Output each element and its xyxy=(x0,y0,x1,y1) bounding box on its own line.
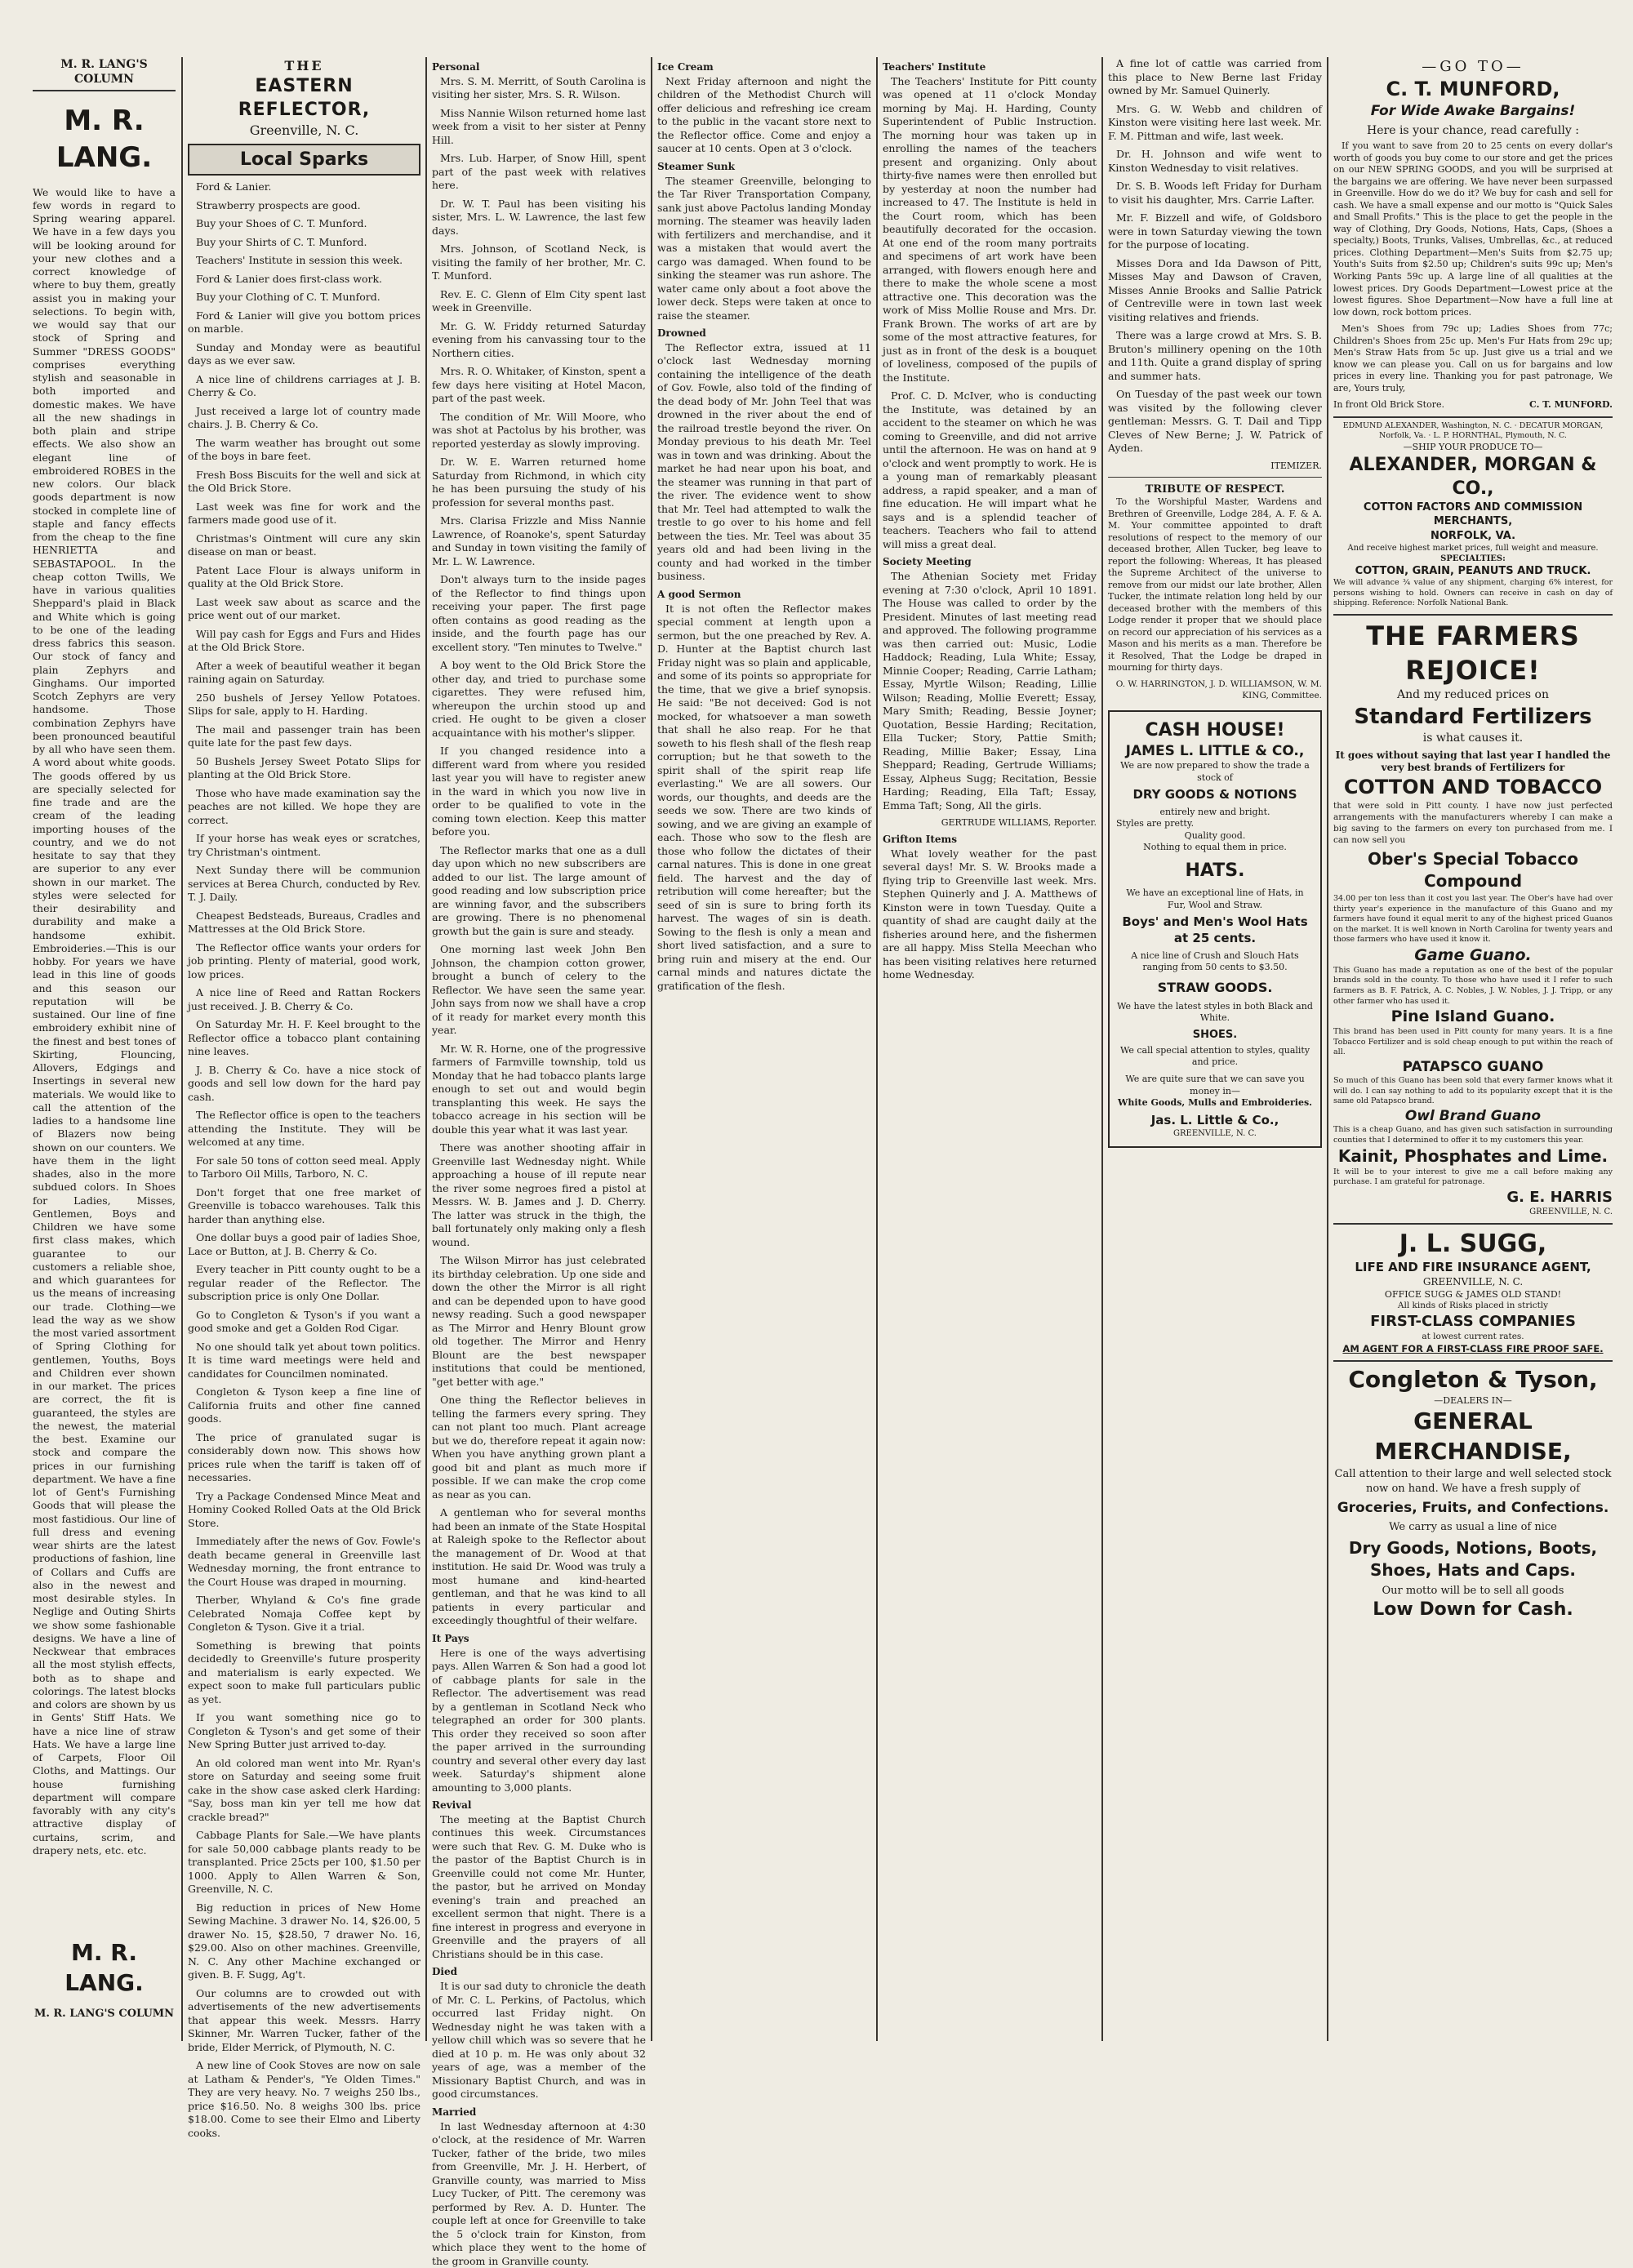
harris-call: It will be to your interest to give me a call before making any purchase. I am grateful for patronage. xyxy=(1333,1167,1613,1187)
congleton-tyson-ad xyxy=(1333,1362,1613,1625)
local-spark-item: A new line of Cook Stoves are now on sale at Latham & Pender's, "Ye Olden Times." They are very heavy. No. 7 weighs 250 lbs., price $16.50. No. 8 weighs 300 lbs. price $18.00. Come to see their Elmo and Liberty cooks. xyxy=(188,2059,420,2139)
tribute-text: To the Worshipful Master, Wardens and Brethren of Greenville, Lodge 284, A. F. & A. M. Your committee appointed to draft resolutions of respect to the memory of our deceased brother, Allen Tucker, beg leave to report the following: Whereas, It has pleased the Supreme Architect of the universe to remove from our midst our late brother, Allen Tucker, the intimate relation long held by our deceased brother with the members of this Lodge render it proper that we should place on record our appreciation of his services as a Mason and his merits as a man. Therefore be it Resolved, That the Lodge be draped in mourning for thirty days. xyxy=(1108,496,1322,674)
local-spark-item: Our columns are to crowded out with advertisements of the new advertisements that appear this week. Messrs. Harry Skinner, Mr. Warren Tucker, father of the bride, Elder Merrick, of Plymouth, N. C. xyxy=(188,1986,420,2053)
local-spark-item: Ford & Lanier will give you bottom prices on marble. xyxy=(188,309,420,336)
institute-heading: Teachers' Institute xyxy=(883,61,986,73)
personal-item: Dr. W. T. Paul has been visiting his sister, Mrs. L. W. Lawrence, the last few days. xyxy=(432,197,646,237)
local-spark-item: Sunday and Monday were as beautiful days as we ever saw. xyxy=(188,340,420,367)
column-rule xyxy=(1101,57,1103,2041)
personal-paragraph: Mr. W. R. Horne, one of the progressive farmers of Farmville township, told us Monday that he had tobacco plants large enough to set out and would begin transplanting this week. He says the tobacco acreage in his section will be double this year what it was last year. xyxy=(432,1042,646,1136)
personal-item: Mrs. S. M. Merritt, of South Carolina is visiting her sister, Mrs. S. R. Wilson. xyxy=(432,74,646,101)
masthead xyxy=(188,57,420,139)
column-rule xyxy=(651,57,652,2041)
local-spark-item: Ford & Lanier does first-class work. xyxy=(196,272,383,285)
tribute-heading: TRIBUTE OF RESPECT. xyxy=(1145,483,1285,496)
local-news-item: Mrs. G. W. Webb and children of Kinston were visiting here last week. Mr. F. M. Pittman and wife, last week. xyxy=(1108,102,1322,142)
local-spark-item: The Reflector office wants your orders for job printing. Plenty of material, good work, low prices. xyxy=(188,941,420,981)
sermon-text: It is not often the Reflector makes special comment at length upon a sermon, but the one preached by Rev. A. D. Hunter at the Baptist church last Friday night was so plain and applicable, and some of its points so appropriate for the time, that we give a brief synopsis. He said: "Be not deceived: God is not mocked, for whatsoever a man soweth that shall he also reap. For he that soweth to his flesh shall of the flesh reap corruption; but he that soweth to the spirit shall of the spirit reap life everlasting." We are all sowers. Our words, our thoughts, and deeds are the seeds we sow. There are two kinds of sowing, and we are giving an example of each. Those who sow to the flesh are those who follow the dictates of their carnal natures. This is done in one great field. The harvest and the day of retribution will come hereafter; but the seed of sin is sure to bring forth its harvest. The wages of sin is death. Sowing to the flesh is only a mean and short lived satisfaction, and a sure to bring ruin and misery at the end. Our carnal minds and natures dictate the gratification of the flesh. xyxy=(657,602,871,992)
local-spark-item: On Saturday Mr. H. F. Keel brought to the Reflector office a tobacco plant containing nine leaves. xyxy=(188,1018,420,1058)
mciver-text: Prof. C. D. McIver, who is conducting the Institute, was detained by an accident to the steamer on which he was coming to Greenville, and did not arrive until the afternoon. He was on hand at 9 o'clock and went promptly to work. He is a young man of remarkably pleasant address, a rapid speaker, and a man of fine education. He will impart what he says and is a splendid teacher of teachers. Teachers who fail to attend will miss a great deal. xyxy=(883,389,1097,550)
little-ad-signature: Jas. L. Little & Co., xyxy=(1150,1112,1279,1127)
little-ad-entirely: entirely new and bright. xyxy=(1159,806,1270,817)
drowned-text: The Reflector extra, issued at 11 o'clock last Wednesday morning containing the intelligence of the death of Gov. Fowle, also told of the finding of the dead body of Mr. John Teel that was drowned in the river about the end of the railroad trestle beyond the river. On Monday previous to his death Mr. Teel was in town and was drinking. About the market he had near upon his boat, and the steamer was running in that part of the river. The evidence went to show that Mr. Teel had attempted to walk the trestle to go over to his home and fell between the ties. Mr. Teel was about 35 years old and had been living in the county and had worked in the timber business. xyxy=(657,340,871,583)
personal-paragraph: The Reflector marks that one as a dull day upon which no new subscribers are added to our list. The large amount of good reading and low subscription price are winning favor, and the subscribers are growing. There is no phenomenal growth but the gain is sure and steady. xyxy=(432,843,646,937)
married-heading: Married xyxy=(432,2106,477,2118)
harris-pine: Pine Island Guano. xyxy=(1390,1007,1555,1026)
alexander-city: NORFOLK, VA. xyxy=(1430,529,1516,542)
local-spark-item: Cheapest Bedsteads, Bureaus, Cradles and Mattresses at the Old Brick Store. xyxy=(188,909,420,936)
local-news-item: Dr. H. Johnson and wife went to Kinston Wednesday to visit relatives. xyxy=(1108,148,1322,174)
congleton-general: GENERAL MERCHANDISE, xyxy=(1374,1407,1572,1465)
personal-paragraph: The Wilson Mirror has just celebrated its birthday celebration. Up one side and down the other the Mirror is all right and can be depended upon to have good newsy reading. Such a good newspaper as The Mirror and Henry Blount grow old together. The Mirror and Henry Blount are the best newspaper institutions that could be mentioned, "get better with age." xyxy=(432,1254,646,1388)
local-spark-item: Immediately after the news of Gov. Fowle's death became general in Greenville last Wednesday morning, the front entrance to the Court House was draped in mourning. xyxy=(188,1535,420,1588)
drowned-heading: Drowned xyxy=(657,327,706,340)
sugg-business: LIFE AND FIRE INSURANCE AGENT, xyxy=(1355,1260,1591,1275)
col6-items xyxy=(1108,57,1322,456)
local-spark-item: 50 Bushels Jersey Sweet Potato Slips for planting at the Old Brick Store. xyxy=(188,754,420,781)
news-column-6 xyxy=(1108,57,1322,2049)
local-spark-item: Patent Lace Flour is always uniform in quality at the Old Brick Store. xyxy=(188,563,420,590)
masthead-name: EASTERN REFLECTOR, xyxy=(238,76,371,121)
local-spark-item: One dollar buys a good pair of ladies Shoe, Lace or Button, at J. B. Cherry & Co. xyxy=(188,1231,420,1257)
divider xyxy=(1108,477,1322,478)
congleton-call: Call attention to their large and well selected stock now on hand. We have a fresh supply of xyxy=(1334,1468,1612,1495)
local-spark-item: Strawberry prospects are good. xyxy=(196,198,361,211)
masthead-the: THE xyxy=(284,58,324,73)
congleton-carry: We carry as usual a line of nice xyxy=(1389,1521,1557,1534)
little-ad-city: GREENVILLE, N. C. xyxy=(1173,1129,1257,1139)
institute-text: The Teachers' Institute for Pitt county was opened at 11 o'clock Monday morning by Maj. H. Harding, County Superintendent of Public Instruction. The morning hour was taken up in enrolling the names of the teachers present and organizing. Only about thirty-five names were then enrolled but by yesterday at noon the number had increased to 47. The Institute is held in the Court room, which has been beautifully decorated for the occasion. At one end of the room many portraits and specimens of art work have been arranged, with flowers enough here and there to make the whole scene a most attractive one. This decoration was the work of Miss Mollie Rouse and Mrs. Dr. Frank Brown. The works of art are by some of the most attractive features, for just as in front of the desk is a bouquet of loveliness, composed of the pupils of the Institute. xyxy=(883,74,1097,384)
local-news-item: A fine lot of cattle was carried from this place to New Berne last Friday owned by Mr. Samuel Quinerly. xyxy=(1108,57,1322,96)
little-ad-shoes-text: We call special attention to styles, quality and price. xyxy=(1119,1044,1310,1068)
local-spark-item: Fresh Boss Biscuits for the well and sick at the Old Brick Store. xyxy=(188,468,420,495)
local-spark-item: Those who have made examination say the peaches are not killed. We hope they are correct. xyxy=(188,786,420,826)
munford-name: C. T. MUNFORD, xyxy=(1386,77,1560,100)
little-ad-straw-text: We have the latest styles in both Black and White. xyxy=(1117,1000,1313,1024)
local-spark-item: The mail and passenger train has been quite late for the past few days. xyxy=(188,723,420,749)
revival-heading: Revival xyxy=(432,1799,472,1812)
personal-list xyxy=(432,75,646,569)
harris-intro2: that were sold in Pitt county. I have now just perfected arrangements with the manufacturers whereby I can make a big saving to the farmers on every ton purchased from me. I can now sell you xyxy=(1333,800,1613,845)
harris-owl-text: This is a cheap Guano, and has given such satisfaction in surrounding counties that I determined to offer it to my customers this year. xyxy=(1333,1125,1613,1145)
personal-paragraph: One morning last week John Ben Johnson, the champion cotton grower, brought a bunch of celery to the Reflector. We have seen the same year. John says from now we shall have a crop of it ready for market every month this year. xyxy=(432,943,646,1037)
sugg-risks: All kinds of Risks placed in strictly xyxy=(1397,1301,1549,1311)
personal-item: Mrs. Clarisa Frizzle and Miss Nannie Lawrence, of Roanoke's, spent Saturday and Sunday in town visiting the family of Mr. L. W. Lawrence. xyxy=(432,514,646,567)
personal-paragraphs xyxy=(432,573,646,1628)
grifton-text: What lovely weather for the past several days! Mr. S. W. Brooks made a flying trip to Greenville last week. Mrs. Stephen Quinerly and J. A. Matthews of Kinston were in town Tuesday. Quite a quantity of shad are caught daily at the fisheries around here, and the fishermen are all happy. Miss Stella Meechan who has been visiting relatives here returned home Wednesday. xyxy=(883,847,1097,981)
local-spark-item: Just received a large lot of country made chairs. J. B. Cherry & Co. xyxy=(188,404,420,431)
harris-patapsco-text: So much of this Guano has been sold that every farmer knows what it will do. I can say nothing to add to its popularity except that it is the same old Patapsco brand. xyxy=(1333,1076,1613,1106)
little-ad-white-goods: White Goods, Mulls and Embroideries. xyxy=(1118,1097,1312,1109)
harris-city: GREENVILLE, N. C. xyxy=(1529,1207,1613,1217)
local-spark-item: A nice line of Reed and Rattan Rockers just received. J. B. Cherry & Co. xyxy=(188,986,420,1012)
local-spark-item: Big reduction in prices of New Home Sewing Machine. 3 drawer No. 14, $26.00, 5 drawer No. 15, $28.50, 7 drawer No. 16, $29.00. Also on other machines. Greenville, N. C. Any other Machine exchanged or given. B. F. Sugg, Ag't. xyxy=(188,1901,420,1981)
ice-cream-text: Next Friday afternoon and night the children of the Methodist Church will offer delicious and refreshing ice cream to the public in the vacant store next to the Reflector office. Come and enjoy a saucer at 10 cents. Open at 3 o'clock. xyxy=(657,74,871,155)
little-ad-hats-title: HATS. xyxy=(1185,860,1245,881)
it-pays-text: Here is one of the ways advertising pays. Allen Warren & Son had a good lot of cabbage plants for sale in the Reflector. The advertisement was read by a gentleman in Scotland Neck who telegraphed an order for 300 plants. This order they received so soon after the paper arrived in the surrounding country and several other every day last week. Saturday's shipment alone amounting to 3,000 plants. xyxy=(432,1646,646,1794)
little-ad-footer-text: We are quite sure that we can save you money in— xyxy=(1125,1074,1305,1096)
little-ad-nothing: Nothing to equal them in price. xyxy=(1143,842,1287,853)
local-spark-item: Don't forget that one free market of Greenville is tobacco warehouses. Talk this harder than anything else. xyxy=(188,1185,420,1225)
it-pays-heading: It Pays xyxy=(432,1632,469,1644)
personal-item: Dr. W. E. Warren returned home Saturday from Richmond, in which city he has been pursuing the study of his profession for several months past. xyxy=(432,456,646,509)
sugg-city: GREENVILLE, N. C. xyxy=(1422,1276,1524,1288)
harris-cotton: COTTON AND TOBACCO xyxy=(1343,776,1603,799)
harris-subhead: And my reduced prices on xyxy=(1396,688,1549,702)
local-spark-item: After a week of beautiful weather it began raining again on Saturday. xyxy=(188,659,420,686)
local-spark-item: Go to Congleton & Tyson's if you want a good smoke and get a Golden Rod Cigar. xyxy=(188,1308,420,1335)
congleton-dealers: —DEALERS IN— xyxy=(1434,1394,1512,1406)
died-heading: Died xyxy=(432,1966,457,1978)
lang-column xyxy=(33,57,176,2049)
personal-item: Mrs. Johnson, of Scotland Neck, is visiting the family of her brother, Mr. C. T. Munford. xyxy=(432,242,646,282)
alexander-specialties-title: SPECIALTIES: xyxy=(1440,554,1506,563)
munford-go-to: —GO TO— xyxy=(1422,58,1524,75)
local-spark-item: Teachers' Institute in session this week. xyxy=(196,254,403,267)
alexander-terms: We will advance ¾ value of any shipment, charging 6% interest, for persons wishing to hold. Owners can receive in cash on day of shipping. Reference: Norfolk National Bank. xyxy=(1333,578,1613,608)
lang-column-header: M. R. LANG'S COLUMN xyxy=(33,57,176,91)
little-ad-hats-text: We have an exceptional line of Hats, in Fur, Wool and Straw. xyxy=(1126,887,1304,910)
little-ad-title: CASH HOUSE! xyxy=(1145,719,1285,740)
little-ad-quality: Quality good. xyxy=(1184,829,1246,841)
society-text: The Athenian Society met Friday evening at 7:30 o'clock, April 10 1891. The House was called to order by the President. Minutes of last meeting read and approved. The following programme was then carried out: Music, Lodie Haddock; Reading, Lula White; Essay, Minnie Cooper; Reading, Carrie Latham; Essay, Myrtle Wilson; Reading, Lillie Wilson; Reading, Mollie Everett; Essay, Mary Smith; Reading, Bessie Joyner; Quotation, Bessie Harding; Recitation, Ella Tucker; Story, Pattie Smith; Reading, Millie Baker; Essay, Lina Sheppard; Reading, Gertrude Williams; Essay, Alpheus Sugg; Recitation, Bessie Harding; Reading, Ella Taft; Essay, Emma Taft; Song, All the girls. xyxy=(883,570,1097,812)
little-ad-name: JAMES L. LITTLE & CO., xyxy=(1125,742,1305,759)
itemizer-signature: ITEMIZER. xyxy=(1270,460,1322,471)
column-rule xyxy=(425,57,427,2041)
local-spark-item: Buy your Clothing of C. T. Munford. xyxy=(196,291,380,304)
local-spark-item: Christmas's Ointment will cure any skin disease on man or beast. xyxy=(188,531,420,558)
little-ad-crush: A nice line of Crush and Slouch Hats ranging from 50 cents to $3.50. xyxy=(1131,949,1299,973)
sugg-insurance-ad xyxy=(1333,1225,1613,1362)
harris-intro: It goes without saying that last year I handled the very best brands of Fertilizers for xyxy=(1335,749,1611,774)
munford-tagline: For Wide Awake Bargains! xyxy=(1370,103,1576,120)
harris-owl: Owl Brand Guano xyxy=(1404,1107,1542,1124)
little-ad-straw-title: STRAW GOODS. xyxy=(1157,979,1273,995)
sugg-office: OFFICE SUGG & JAMES OLD STAND! xyxy=(1384,1288,1562,1300)
little-ad-wool-hats: Boys' and Men's Wool Hats at 25 cents. xyxy=(1122,914,1308,945)
alexander-name: ALEXANDER, MORGAN & CO., xyxy=(1349,455,1597,500)
congleton-name: Congleton & Tyson, xyxy=(1348,1366,1598,1393)
little-cash-house-ad xyxy=(1108,710,1322,1148)
tribute-committee: O. W. HARRINGTON, J. D. WILLIAMSON, W. M. KING, Committee. xyxy=(1115,678,1322,700)
news-column-5 xyxy=(883,57,1097,2049)
local-spark-item: Congleton & Tyson keep a fine line of California fruits and other fine canned goods. xyxy=(188,1385,420,1425)
harris-signature: G. E. HARRIS xyxy=(1506,1188,1613,1206)
column-rule xyxy=(1327,57,1328,2041)
local-spark-item: If you want something nice go to Congleton & Tyson's and get some of their New Spring Butter just arrived to-day. xyxy=(188,1711,420,1751)
personal-paragraph: There was another shooting affair in Greenville last Wednesday night. While approaching a house of ill repute near the river some negroes fired a pistol at Messrs. W. B. James and J. D. Cherry. The latter was struck in the thigh, the ball fortunately only making only a flesh wound. xyxy=(432,1141,646,1248)
munford-location: In front Old Brick Store. xyxy=(1333,399,1444,411)
munford-chance: Here is your chance, read carefully : xyxy=(1367,123,1579,137)
local-spark-item: Next Sunday there will be communion services at Berea Church, conducted by Rev. T. J. Daily. xyxy=(188,864,420,904)
local-spark-item: J. B. Cherry & Co. have a nice stock of goods and sell low down for the hard pay cash. xyxy=(188,1063,420,1103)
little-ad-shoes-title: SHOES. xyxy=(1192,1028,1238,1041)
column-rule xyxy=(876,57,878,2041)
personal-item: Mr. G. W. Friddy returned Saturday evening from his canvassing tour to the Northern cities. xyxy=(432,319,646,359)
local-spark-item: The price of granulated sugar is considerably down now. This shows how prices rule when the tariff is taken off of necessaries. xyxy=(188,1430,420,1484)
lang-title: M. R. LANG. xyxy=(56,104,153,174)
column-rule xyxy=(181,57,183,2041)
local-spark-item: Try a Package Condensed Mince Meat and Hominy Cooked Rolled Oats at the Old Brick Store. xyxy=(188,1489,420,1529)
ads-column xyxy=(1333,57,1613,2049)
local-spark-item: Cabbage Plants for Sale.—We have plants for sale 50,000 cabbage plants ready to be transplanted. Price 25cts per 100, $1.50 per 1000. Apply to Allen Warren & Son, Greenville, N. C. xyxy=(188,1829,420,1896)
local-spark-item: A nice line of childrens carriages at J. B. Cherry & Co. xyxy=(188,372,420,399)
sugg-rates: at lowest current rates. xyxy=(1422,1331,1524,1341)
society-heading: Society Meeting xyxy=(883,556,972,568)
alexander-specialties: COTTON, GRAIN, PEANUTS AND TRUCK. xyxy=(1355,565,1591,578)
alexander-morgan-ad xyxy=(1333,418,1613,616)
sugg-first-class: FIRST-CLASS COMPANIES xyxy=(1370,1313,1576,1331)
revival-text: The meeting at the Baptist Church continues this week. Circumstances were such that Rev. G. M. Duke who is the pastor of the Baptist Church is in Greenville could not come Mr. Hunter, the pastor, but he arrived on Monday evening's train and preached an excellent sermon that night. There is a fine interest in progress and everyone in Greenville and the prayers of all Christians should be in this case. xyxy=(432,1812,646,1960)
local-news-item: There was a large crowd at Mrs. S. B. Bruton's millinery opening on the 10th and 11th. Quite a grand display of spring and summer hats. xyxy=(1108,329,1322,382)
news-column-4 xyxy=(657,57,871,2049)
masthead-place: Greenville, N. C. xyxy=(249,122,359,139)
local-spark-item: Something is brewing that points decidedly to Greenville's future prosperity and materialism is early expected. We expect soon to make full particulars public as yet. xyxy=(188,1639,420,1705)
local-spark-item: An old colored man went into Mr. Ryan's store on Saturday and seeing some fruit cake in the show case asked clerk Harding: "Say, boss man kin yer tell me how dat crackle bread?" xyxy=(188,1756,420,1823)
local-spark-item: Every teacher in Pitt county ought to be a regular reader of the Reflector. The subscription price is only One Dollar. xyxy=(188,1263,420,1303)
personal-paragraph: A boy went to the Old Brick Store the other day, and tried to purchase some cigarettes. They were refused him, whereupon the urchin stood up and cried. He ought to be given a closer acquaintance with his mother's slipper. xyxy=(432,659,646,739)
munford-shoes: Men's Shoes from 79c up; Ladies Shoes from 77c; Children's Shoes from 25c up. Men's Fur Hats from 29c up; Men's Straw Hats from 5c up. Just give us a trial and we know we can please you. Call on us for bargains and low prices in every line. Thanking you for past patronage, We are, Yours truly, xyxy=(1333,323,1613,394)
congleton-low: Low Down for Cash. xyxy=(1373,1599,1573,1621)
little-ad-dry-goods: DRY GOODS & NOTIONS xyxy=(1132,787,1297,803)
local-spark-item: The warm weather has brought out some of the boys in bare feet. xyxy=(188,436,420,463)
personal-paragraph: A gentleman who for several months had been an inmate of the State Hospital at Raleigh spoke to the Reflector about the management of Dr. Wood at that institution. He said Dr. Wood was truly a most humane and kind-hearted gentleman, and that he was kind to all patients in every particular and exceedingly thoughtful of their welfare. xyxy=(432,1506,646,1627)
local-spark-item: Last week was fine for work and the farmers made good use of it. xyxy=(188,500,420,527)
lang-footer-header: M. R. LANG'S COLUMN xyxy=(33,2007,175,2020)
harris-fertilizer-ad xyxy=(1333,616,1613,1225)
alexander-partners: EDMUND ALEXANDER, Washington, N. C. · DECATUR MORGAN, Norfolk, Va. · L. P. HORNTHAL, Plymouth, N. C. xyxy=(1342,420,1604,441)
munford-body: If you want to save from 20 to 25 cents on every dollar's worth of goods you buy come to our store and get the prices on our NEW SPRING GOODS, and you will be surprised at the bargains we are offering. We have never been surpassed in Greenville. How do we do it? We buy for cash and sell for cash. We have a small expense and our motto is "Quick Sales and Small Profits." This is the place to get the people in the way of Clothing, Dry Goods, Notions, Hats, Caps, (Shoes a specialty,) Boots, Trunks, Valises, Umbrellas, &c., at reduced prices. Clothing Department—Men's Suits from $2.75 up; Youth's Suits from $2.50 up; Children's suits 99c up; Men's Working Pants 59c up. A large line of all qualities at the lowest prices. Dry Goods Department—Lowest price at the lowest figures. Shoe Department—Now have a full line at low down, rock bottom prices. xyxy=(1333,140,1613,318)
local-spark-item: Buy your Shirts of C. T. Munford. xyxy=(196,235,367,248)
harris-game-text: This Guano has made a reputation as one of the best of the popular brands sold in the county. To those who have used it I refer to such farmers as B. F. Patrick, A. C. Nobles, J. W. Nobles, J. J. Tripp, or any other farmer who has used it. xyxy=(1333,965,1613,1006)
personal-paragraph: One thing the Reflector believes in telling the farmers every spring. They can not plant too much. Plant acreage but we do, therefore repeat it again now: When you have anything grown plant a good bit and plant as much more if possible. If we can make the crop come as near as you can. xyxy=(432,1394,646,1501)
local-news-item: Mr. F. Bizzell and wife, of Goldsboro were in town Saturday viewing the town for the purpose of locating. xyxy=(1108,211,1322,251)
local-spark-item: Last week saw about as scarce and the price went out of our market. xyxy=(188,595,420,622)
harris-kainit: Kainit, Phosphates and Lime. xyxy=(1337,1146,1609,1167)
local-spark-item: No one should talk yet about town politics. It is time ward meetings were held and candidates for Councilmen nominated. xyxy=(188,1340,420,1380)
personal-item: Mrs. R. O. Whitaker, of Kinston, spent a few days here visiting at Hotel Macon, part of the past week. xyxy=(432,365,646,405)
harris-obers: Ober's Special Tobacco Compound xyxy=(1367,849,1579,891)
personal-item: The condition of Mr. Will Moore, who was shot at Pactolus by his brother, was reported yesterday as slowly improving. xyxy=(432,410,646,450)
little-ad-styles: Styles are pretty. xyxy=(1116,818,1195,829)
harris-game: Game Guano. xyxy=(1414,945,1532,964)
died-text: It is our sad duty to chronicle the death of Mr. C. L. Perkins, of Pactolus, which occurred last Friday night. On Wednesday night he was taken with a yellow chill which was so severe that he died at 10 p. m. He was only about 32 years of age, was a member of the Missionary Baptist Church, and was in good circumstances. xyxy=(432,1980,646,2101)
personal-column xyxy=(432,57,646,2267)
sermon-heading: A good Sermon xyxy=(657,588,741,600)
sugg-name: J. L. SUGG, xyxy=(1399,1229,1547,1258)
local-news-item: Dr. S. B. Woods left Friday for Durham to visit his daughter, Mrs. Carrie Lafter. xyxy=(1108,180,1322,206)
steamer-heading: Steamer Sunk xyxy=(657,160,735,172)
alexander-receive: And receive highest market prices, full weight and measure. xyxy=(1347,543,1599,553)
harris-patapsco: PATAPSCO GUANO xyxy=(1402,1058,1544,1075)
congleton-motto: Our motto will be to sell all goods xyxy=(1382,1585,1564,1598)
local-sparks-heading: Local Sparks xyxy=(188,144,420,176)
harris-standard: Standard Fertilizers xyxy=(1354,704,1592,729)
local-spark-item: If your horse has weak eyes or scratches, try Christman's ointment. xyxy=(188,832,420,858)
congleton-groceries: Groceries, Fruits, and Confections. xyxy=(1337,1499,1609,1516)
harris-pine-text: This brand has been used in Pitt county for many years. It is a fine Tobacco Fertilizer and is sold cheap enough to put within the reach of all. xyxy=(1333,1027,1613,1057)
local-spark-item: Buy your Shoes of C. T. Munford. xyxy=(196,217,367,230)
harris-headline: THE FARMERS REJOICE! xyxy=(1366,620,1580,687)
local-spark-item: Ford & Lanier. xyxy=(196,180,272,193)
local-spark-item: The Reflector office is open to the teachers attending the Institute. They will be welcomed at any time. xyxy=(188,1109,420,1149)
lang-footer-title: M. R. LANG. xyxy=(65,1938,144,1996)
local-sparks-column xyxy=(188,57,420,2139)
local-spark-item: Will pay cash for Eggs and Furs and Hides at the Old Brick Store. xyxy=(188,627,420,654)
alexander-ship: —SHIP YOUR PRODUCE TO— xyxy=(1403,441,1543,452)
personal-paragraph: If you changed residence into a different ward from where you resided last year you will have to register anew in the ward in which you now live in order to be qualified to vote in the coming town election. Keep this matter before you. xyxy=(432,745,646,838)
munford-ad xyxy=(1333,57,1613,418)
personal-item: Mrs. Lub. Harper, of Snow Hill, spent part of the past week with relatives here. xyxy=(432,152,646,192)
congleton-dry: Dry Goods, Notions, Boots, Shoes, Hats and Caps. xyxy=(1348,1538,1598,1580)
grifton-heading: Grifton Items xyxy=(883,833,957,845)
harris-obers-text: 34.00 per ton less than it cost you last year. The Ober's have had over thirty year's experience in the manufacture of this Guano and my farmers have found it equal merit to any of the highest priced Guanos on the market. It is well known in North Carolina for twenty years and those farmers who have used it know it. xyxy=(1333,894,1613,945)
munford-signature: C. T. MUNFORD. xyxy=(1529,399,1613,411)
alexander-business: COTTON FACTORS AND COMMISSION MERCHANTS, xyxy=(1363,501,1583,528)
local-news-item: On Tuesday of the past week our town was visited by the following clever gentleman: Messrs. G. T. Dail and Tipp Cleves of New Berne; J. W. Patrick of Ayden. xyxy=(1108,388,1322,454)
ice-cream-heading: Ice Cream xyxy=(657,61,714,73)
local-spark-item: 250 bushels of Jersey Yellow Potatoes. Slips for sale, apply to H. Harding. xyxy=(188,691,420,718)
lang-advertisement-text: We would like to have a few words in regard to Spring wearing apparel. We have in a few days you will be looking around for your new clothes and a correct knowledge of where to buy them, greatly assist you in making your selections. To begin with, we would say that our stock of Spring and Summer "DRESS GOODS" comprises everything stylish and seasonable in both imported and domestic makes. We have all the new shadings in both plain and stripe effects. We also show an elegant line of embroidered ROBES in the new colors. Our black goods department is now stocked in complete line of staple and fancy effects from the cheap to the fine HENRIETTA and SEBASTAPOOL. In the cheap cotton Twills, We have in various qualities Sheppard's plaid in Black and White which is going to be one of the leading dress fabrics this season. Our stock of fancy and plain Zephyrs and Ginghams. Our imported Scotch Zephyrs are very handsome. Those combination Zephyrs have been pronounced beautiful by all who have seen them. A word about white goods. The goods offered by us are specially selected for fine trade and are the cream of the leading importing houses of the country, and we do not hesitate to say that they are superior to any ever shown in our market. The styles were selected for their desirability and durability and make a handsome exhibit. Embroideries.—This is our hobby. For years we have lead in this line of goods and this season our reputation will be sustained. Our line of fine embroidery exhibit nine of the finest and best tones of Skirting, Flouncing, Allovers, Edgings and Insertings in several new materials. We would like to call the attention of the ladies to a handsome line of Blazers now being shown on our counters. We have them in the light shades, also in the more subdued colors. In Shoes for Ladies, Misses, Gentlemen, Boys and Children we have some first class makes, which guarantee to our customers a reliable shoe, and which guarantees for us the means of increasing our trade. Clothing—we lead the way as we show the most varied assortment of Spring Clothing for gentlemen, Youths, Boys and Children ever shown in our market. The prices are correct, the fit is guaranteed, the styles are the newest, the material the best. Examine our stock and compare the prices in our furnishing department. We have a fine lot of Gent's Furnishing Goods that will please the most fastidious. Our line of full dress and evening wear shirts are the latest productions of fashion, line of Collars and Cuffs are also in the newest and most desirable styles. In Neglige and Outing Shirts we show some fashionable designs. We have a line of Neckwear that embraces all the most stylish effects, both as to shape and colorings. The latest blocks and colors are shown by us in Gents' Stiff Hats. We have a nice line of straw Hats. We have a large line of Carpets, Floor Oil Cloths, and Mattings. Our house furnishing department will compare favorably with any city's attractive display of curtains, scrim, and drapery nets, etc. etc. xyxy=(33,185,176,1857)
sugg-safe: AM AGENT FOR A FIRST-CLASS FIRE PROOF SAFE. xyxy=(1342,1342,1604,1354)
personal-item: Miss Nannie Wilson returned home last week from a visit to her sister at Penny Hill. xyxy=(432,106,646,146)
society-reporter: GERTRUDE WILLIAMS, Reporter. xyxy=(941,817,1097,829)
local-spark-item: For sale 50 tons of cotton seed meal. Apply to Tarboro Oil Mills, Tarboro, N. C. xyxy=(188,1154,420,1181)
steamer-text: The steamer Greenville, belonging to the Tar River Transportation Company, sank just above Pactolus landing Monday morning. The steamer was heavily laden with fertilizers and merchandise, and it was a mistaken that would avert the cargo was damaged. When found to be sinking the steamer was run ashore. The water came only about a foot above the lower deck. Steps were taken at once to raise the steamer. xyxy=(657,174,871,322)
personal-item: Rev. E. C. Glenn of Elm City spent last week in Greenville. xyxy=(432,287,646,314)
local-spark-item: Therber, Whyland & Co's fine grade Celebrated Nomaja Coffee kept by Congleton & Tyson. Give it a trial. xyxy=(188,1594,420,1634)
married-text: In last Wednesday afternoon at 4:30 o'clock, at the residence of Mr. Warren Tucker, father of the bride, two miles from Greenville, Mr. J. H. Herbert, of Granville county, was married to Miss Lucy Tucker, of Pitt. The ceremony was performed by Rev. A. D. Hunter. The couple left at once for Greenville to take the 5 o'clock train for Kinston, from which place they went to the home of the groom in Granville county. xyxy=(432,2119,646,2267)
little-ad-intro: We are now prepared to show the trade a stock of xyxy=(1120,760,1310,783)
personal-heading: Personal xyxy=(432,61,480,73)
harris-cause: is what causes it. xyxy=(1422,732,1524,745)
local-sparks-list xyxy=(188,180,420,2140)
personal-paragraph: Don't always turn to the inside pages of the Reflector to find things upon receiving your paper. The first page often contains as good reading as the inside, and the fourth page has our excellent story. "Ten minutes to Twelve." xyxy=(432,573,646,653)
local-news-item: Misses Dora and Ida Dawson of Pitt, Misses May and Dawson of Craven, Misses Annie Brooks and Sallie Patrick of Centreville were in town last week visiting relatives and friends. xyxy=(1108,256,1322,323)
newspaper-page xyxy=(33,57,1613,2267)
